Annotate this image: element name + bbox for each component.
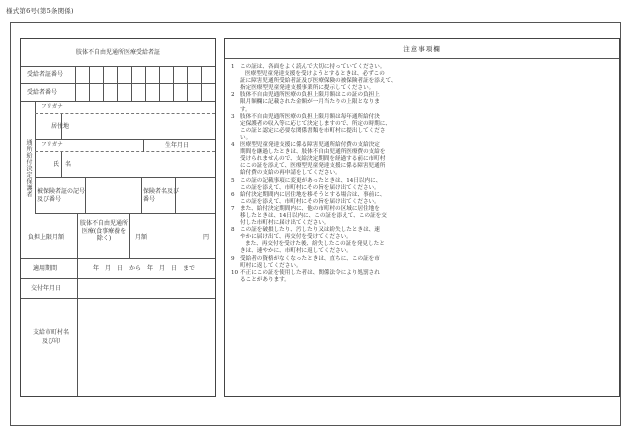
certificate-table — [20, 38, 216, 397]
note-5: 5 この証の記載事項に変更があったときは、14日以内に、 この証を添えて、市町村にその旨を届け出てください。 — [231, 177, 382, 191]
row-issue-date — [21, 279, 215, 299]
form-number: 様式第6号(第5条関係) — [6, 7, 74, 15]
dob-label: 生年月日 — [165, 142, 190, 149]
label-cert-no: 受給者証番号 — [27, 71, 64, 78]
certificate-title: 肢体不自由児通所医療受給者証 — [75, 49, 160, 56]
name-label: 氏 名 — [53, 161, 72, 168]
notes-panel — [224, 38, 620, 397]
medical-cost-label: 肢体不自由児通所医療(食事療養を除く) — [79, 220, 128, 242]
note-4: 4 医療型児童発達支援に係る障害児通所給付費の支給決定 期間を継過したときは、肢体不自由児通所医療費の支給を 受けられませんので、支給決定期間を経過する前に市町村 にこの証を添えて、医療型児童発達支援に係る障害児通所 給付費の支給の再申請をしてください。 — [231, 142, 386, 177]
guardian-group-label: 通所給付決定保護者 — [25, 139, 32, 198]
period-label: 適用期間 — [33, 265, 58, 272]
label-recipient-no: 受給者番号 — [27, 89, 58, 96]
address-label: 居住地 — [51, 123, 70, 130]
note-7: 7 また、給付決定期間内に、他の市町村の区域に居住地を 移したときは、14日以内に、この証を添えて、この証を交 付した市町村に届け出てください。 — [231, 205, 387, 227]
row-recipient-no — [21, 84, 215, 102]
note-9: 9 受給者の資格がなくなったときは、直ちに、この証を市 町村に返してください。 — [231, 255, 380, 269]
yen-label: 円 — [203, 234, 210, 241]
notes-title: 注意事項欄 — [225, 39, 619, 59]
monthly-label: 月額 — [135, 234, 148, 241]
row-cert-no — [21, 67, 215, 84]
note-10: 10 不正にこの証を使用した者は、関係法令により処罰され ることがあります。 — [231, 269, 380, 283]
note-8-cont: また、再交付を受けた後、紛失したこの証を発見したと きは、速やかに、市町村に返してください。 — [240, 241, 385, 255]
note-8: 8 この証を破損したり、汚したり又は紛失したときは、速 やかに届け出て、再交付を受けてください。 — [231, 227, 380, 241]
insurer-name-label: 保険者名及び番号 — [143, 188, 180, 203]
furigana-label-1: フリガナ — [41, 104, 63, 110]
seal-label: 支給市町村名及び印 — [32, 329, 69, 345]
copay-limit-label: 負担上限月額 — [28, 234, 65, 241]
note-6: 6 給付決定期間内に居住地を移そうとする場合は、事前に、 この証を添えて、市町村にその旨を届け出てください。 — [231, 191, 386, 205]
row-copay — [21, 214, 215, 259]
issue-date-label: 交付年月日 — [31, 285, 62, 292]
insurance-symbol-label: 被保険者証の記号及び番号 — [37, 188, 86, 203]
note-2: 2 肢体不自由児通所医療の負担上限月額はこの証の負担上 限月額欄に記載された金額が一月当たりの上限となりま す。 — [231, 92, 380, 113]
furigana-label-2: フリガナ — [41, 142, 63, 148]
period-value: 年 月 日 から 年 月 日 まで — [93, 265, 196, 272]
note-3: 3 肢体不自由児通所医療の負担上限月額は毎年通所給付決 定保護者の収入等に応じて決定しますので、所定の時期に、 この証と認定に必要な関係書類を市町村に提出してくださ い。 — [231, 113, 391, 141]
notes-list — [231, 64, 451, 284]
title-row — [21, 39, 215, 67]
note-1: 1 この証は、各面をよく読んで大切に持っていてください。 医療型児童発達支援を受けようとするときは、必ずこの 証に障害児通所受給者証及び医療保険の被保険者証を添えて、 指定医療型児童発達支援事業所に提示してください。 — [231, 64, 397, 92]
row-period — [21, 259, 215, 279]
